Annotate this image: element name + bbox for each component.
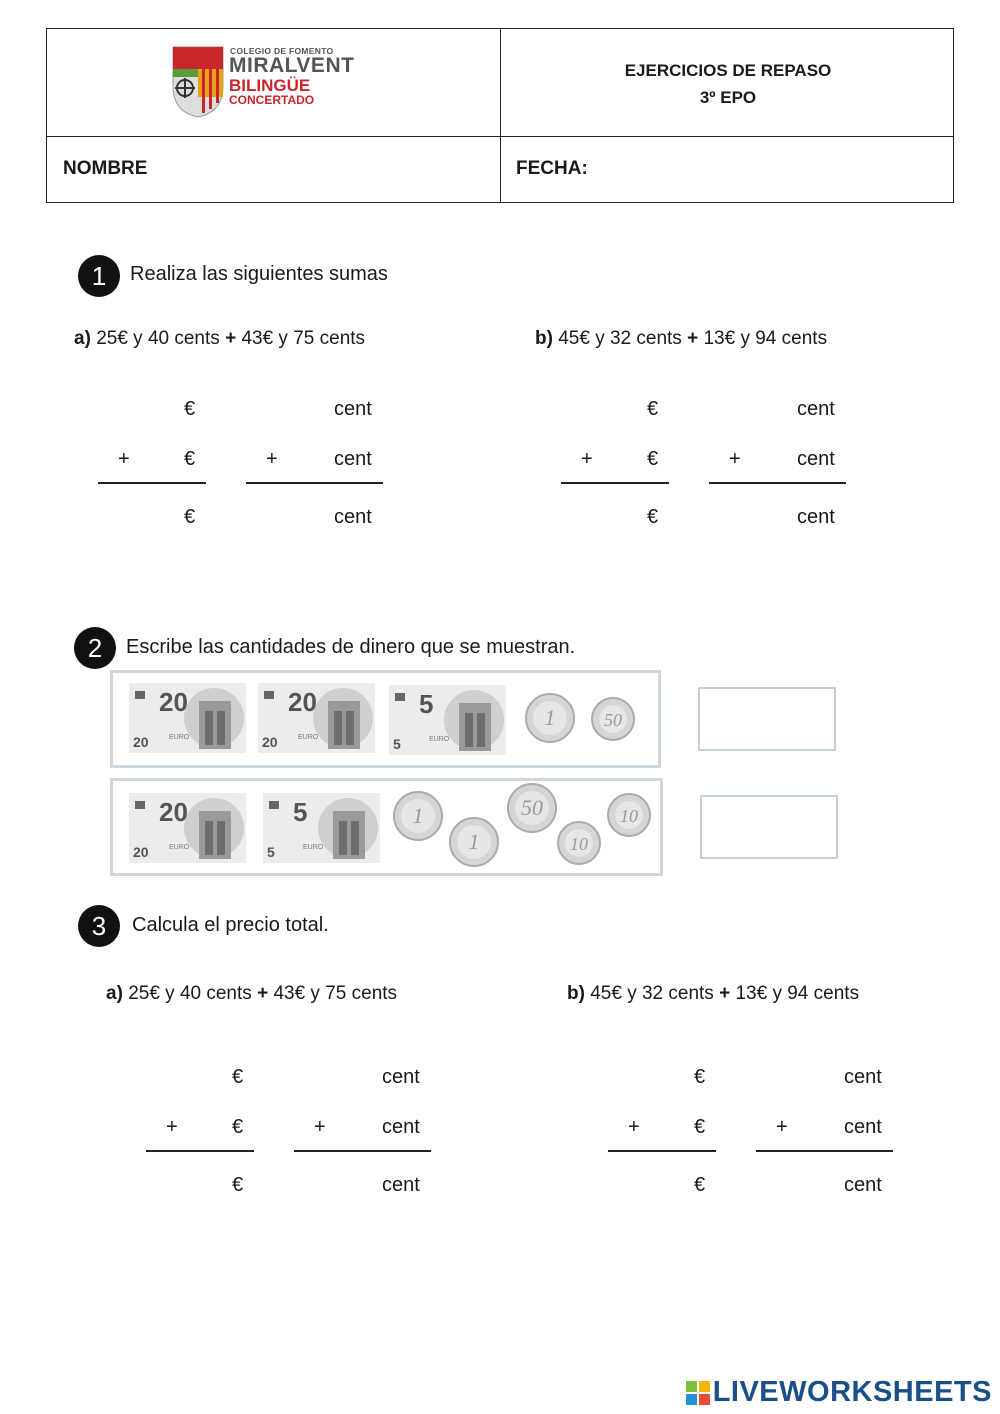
plus-sign: +: [776, 1116, 788, 1138]
svg-text:20: 20: [133, 734, 149, 750]
cent-label: cent: [797, 448, 835, 470]
euro-symbol: €: [647, 398, 659, 420]
sum-grid-3b: [606, 1064, 906, 1204]
date-label: FECHA:: [516, 158, 588, 179]
header-divider-vertical: [500, 29, 501, 202]
svg-text:20: 20: [133, 844, 149, 860]
coin-50: [507, 783, 557, 838]
liveworksheets-logo: [686, 1376, 992, 1409]
svg-text:EURO: EURO: [298, 734, 319, 741]
banknote-5-euro: [389, 685, 506, 755]
exercise-1-number: 1: [78, 255, 120, 297]
banknote-5-euro: [263, 793, 380, 863]
logo-line-4: CONCERTADO: [229, 93, 315, 107]
sum-line-euro: [608, 1150, 716, 1152]
euro-symbol: €: [647, 448, 659, 470]
exercise-2-title: Escribe las cantidades de dinero que se muestran.: [126, 636, 576, 658]
plus-sign: +: [314, 1116, 326, 1138]
sum-grid-1b: [559, 396, 859, 536]
euro-symbol: €: [694, 1066, 706, 1088]
svg-text:10: 10: [620, 806, 638, 826]
sum-line-cent: [709, 482, 846, 484]
plus-sign: +: [581, 448, 593, 470]
logo-line-3: BILINGÜE: [229, 76, 311, 95]
plus-sign: +: [729, 448, 741, 470]
euro-symbol: €: [184, 398, 196, 420]
svg-text:5: 5: [419, 689, 434, 719]
svg-text:5: 5: [393, 736, 401, 752]
exercise-2-number: 2: [74, 627, 116, 669]
coin-10: [607, 793, 651, 842]
sum-line-euro: [561, 482, 669, 484]
sum-line-cent: [756, 1150, 893, 1152]
name-label: NOMBRE: [63, 158, 148, 179]
banknote-20-euro: [129, 793, 246, 863]
brand-text: LIVEWORKSHEETS: [712, 1376, 992, 1408]
svg-text:EURO: EURO: [429, 736, 450, 743]
euro-symbol: €: [232, 1066, 244, 1088]
plus-sign: +: [118, 448, 130, 470]
svg-text:1: 1: [544, 705, 556, 730]
answer-box-1[interactable]: [698, 687, 836, 751]
plus-sign: +: [628, 1116, 640, 1138]
school-logo: [172, 46, 362, 122]
euro-symbol: €: [184, 448, 196, 470]
cent-label: cent: [334, 448, 372, 470]
liveworksheets-icon: [686, 1381, 710, 1405]
worksheet-title: [501, 57, 955, 111]
svg-text:EURO: EURO: [303, 844, 324, 851]
cent-label: cent: [797, 506, 835, 528]
euro-symbol: €: [694, 1174, 706, 1196]
cent-label: cent: [382, 1174, 420, 1196]
svg-text:5: 5: [293, 797, 308, 827]
sum-line-cent: [246, 482, 383, 484]
coin-1: [525, 693, 575, 748]
svg-text:50: 50: [604, 710, 622, 730]
svg-text:1: 1: [468, 829, 480, 854]
money-row-1: [110, 670, 661, 768]
exercise-3-title: Calcula el precio total.: [132, 914, 329, 936]
svg-text:20: 20: [159, 797, 188, 827]
answer-box-2[interactable]: [700, 795, 838, 859]
svg-text:20: 20: [262, 734, 278, 750]
cent-label: cent: [382, 1116, 420, 1138]
exercise-3-a-expression: a) 25€ y 40 cents + 43€ y 75 cents: [106, 983, 398, 1004]
euro-symbol: €: [694, 1116, 706, 1138]
coin-50: [591, 697, 635, 746]
coin-10: [557, 821, 601, 870]
svg-text:EURO: EURO: [169, 844, 190, 851]
sum-line-euro: [146, 1150, 254, 1152]
euro-symbol: €: [232, 1116, 244, 1138]
exercise-1-a-expression: a) 25€ y 40 cents + 43€ y 75 cents: [74, 328, 366, 349]
header-divider-horizontal: [47, 136, 953, 137]
sum-grid-3a: [144, 1064, 444, 1204]
sum-line-euro: [98, 482, 206, 484]
svg-text:1: 1: [412, 803, 424, 828]
cent-label: cent: [844, 1174, 882, 1196]
banknote-20-euro: [258, 683, 375, 753]
plus-sign: +: [166, 1116, 178, 1138]
cent-label: cent: [797, 398, 835, 420]
cent-label: cent: [844, 1116, 882, 1138]
cent-label: cent: [334, 398, 372, 420]
exercise-1-b-expression: b) 45€ y 32 cents + 13€ y 94 cents: [535, 328, 828, 349]
exercise-1-title: Realiza las siguientes sumas: [130, 263, 388, 285]
svg-text:10: 10: [570, 834, 588, 854]
logo-line-1: COLEGIO DE FOMENTO: [230, 46, 334, 56]
euro-symbol: €: [232, 1174, 244, 1196]
svg-text:20: 20: [159, 687, 188, 717]
money-row-2: [110, 778, 663, 876]
euro-symbol: €: [647, 506, 659, 528]
cent-label: cent: [844, 1066, 882, 1088]
header-table: [46, 28, 954, 203]
plus-sign: +: [266, 448, 278, 470]
coin-1: [449, 817, 499, 872]
coin-1: [393, 791, 443, 846]
svg-text:EURO: EURO: [169, 734, 190, 741]
cent-label: cent: [382, 1066, 420, 1088]
svg-text:5: 5: [267, 844, 275, 860]
sum-grid-1a: [96, 396, 396, 536]
title-line-1: EJERCICIOS DE REPASO: [624, 61, 832, 80]
logo-line-2: MIRALVENT: [229, 54, 355, 77]
exercise-3-b-expression: b) 45€ y 32 cents + 13€ y 94 cents: [567, 983, 860, 1004]
shield-icon: [172, 46, 224, 118]
euro-symbol: €: [184, 506, 196, 528]
banknote-20-euro: [129, 683, 246, 753]
cent-label: cent: [334, 506, 372, 528]
svg-text:50: 50: [521, 795, 543, 820]
svg-text:20: 20: [288, 687, 317, 717]
title-line-2: 3º EPO: [699, 88, 757, 107]
sum-line-cent: [294, 1150, 431, 1152]
exercise-3-number: 3: [78, 905, 120, 947]
